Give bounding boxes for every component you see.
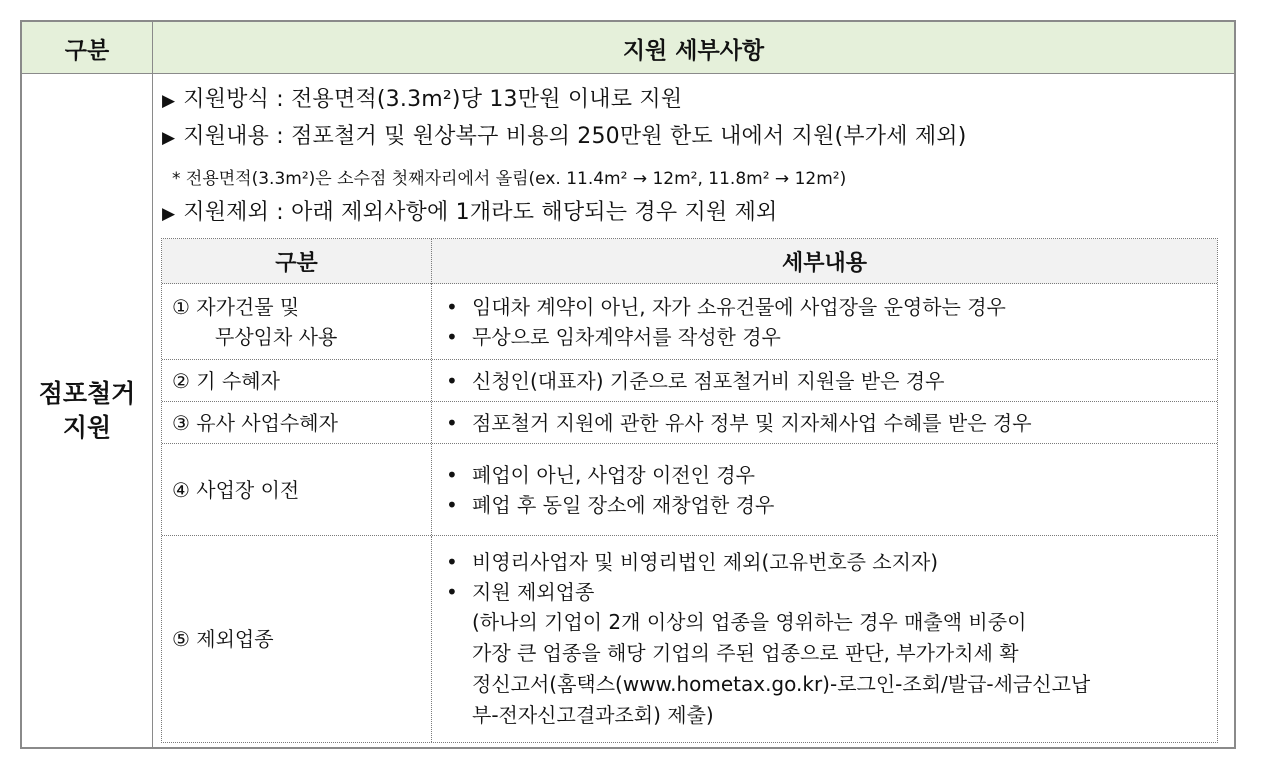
- triangle-bullet-icon: ▶: [162, 91, 176, 111]
- list-item: • 폐업 후 동일 장소에 재창업한 경우: [446, 490, 1217, 520]
- list-item: • 무상으로 임차계약서를 작성한 경우: [446, 322, 1217, 352]
- header-category: 구분: [22, 22, 153, 74]
- row-label: [162, 444, 432, 535]
- support-details-table: [20, 20, 1236, 749]
- support-content-text: 지원내용 : 점포철거 및 원상복구 비용의 250만원 한도 내에서 지원(부가세 제외): [183, 124, 967, 149]
- table-row: [162, 536, 1217, 742]
- list-item: • 지원 제외업종: [446, 577, 1217, 607]
- paragraph-line: (하나의 기업이 2개 이상의 업종을 영위하는 경우 매출액 비중이: [472, 610, 1027, 634]
- row-details: [432, 402, 1217, 443]
- exclusion-table-header: [162, 239, 1217, 284]
- triangle-bullet-icon: ▶: [162, 128, 176, 148]
- paragraph-line: 부-전자신고결과조회) 제출): [472, 703, 714, 727]
- row-label-line: 무상임차 사용: [215, 324, 338, 349]
- list-item: • 비영리사업자 및 비영리법인 제외(고유번호증 소지자): [446, 547, 1217, 577]
- row-label-line: ① 자가건물 및: [172, 294, 300, 319]
- paragraph-line: 가장 큰 업종을 해당 기업의 주된 업종으로 판단, 부가가치세 확: [472, 641, 1019, 665]
- exclusion-table: [161, 238, 1218, 743]
- row-label-line: ⑤ 제외업종: [172, 627, 274, 651]
- list-item: • 폐업이 아닌, 사업장 이전인 경우: [446, 460, 1217, 490]
- row-details: [432, 536, 1217, 742]
- list-item: • 점포철거 지원에 관한 유사 정부 및 지자체사업 수혜를 받은 경우: [446, 408, 1217, 438]
- category-cell: [22, 74, 153, 747]
- support-content-line: [162, 119, 967, 150]
- row-details: [432, 360, 1217, 401]
- support-method-text: 지원방식 : 전용면적(3.3m²)당 13만원 이내로 지원: [183, 87, 683, 112]
- support-exclusion-text: 지원제외 : 아래 제외사항에 1개라도 해당되는 경우 지원 제외: [183, 200, 778, 225]
- paragraph-line: 정신고서(홈택스(www.hometax.go.kr)-로그인-조회/발급-세금신고납: [472, 672, 1091, 696]
- list-item: • 신청인(대표자) 기준으로 점포철거비 지원을 받은 경우: [446, 366, 1217, 396]
- row-details: [432, 284, 1217, 359]
- support-exclusion-line: [162, 195, 778, 226]
- row-label-line: ④ 사업장 이전: [172, 477, 300, 502]
- triangle-bullet-icon: ▶: [162, 204, 176, 224]
- table-header: [22, 22, 1234, 74]
- header-details: 지원 세부사항: [622, 37, 765, 64]
- row-label: [162, 402, 432, 443]
- list-item: • 임대차 계약이 아닌, 자가 소유건물에 사업장을 운영하는 경우: [446, 292, 1217, 322]
- row-label: [162, 536, 432, 742]
- row-label-line: ② 기 수혜자: [172, 368, 280, 393]
- category-line-1: 점포철거: [38, 378, 136, 408]
- table-row: [162, 284, 1217, 360]
- exclusion-header-category: 구분: [162, 239, 432, 284]
- area-rounding-note: * 전용면적(3.3m²)은 소수점 첫째자리에서 올림(ex. 11.4m² → 12m², 11.8m² → 12m²): [172, 169, 847, 189]
- table-row: [162, 444, 1217, 536]
- row-label-line: ③ 유사 사업수혜자: [172, 410, 338, 435]
- row-label: [162, 360, 432, 401]
- support-method-line: [162, 82, 682, 113]
- row-details: [432, 444, 1217, 535]
- category-line-2: 지원: [62, 412, 112, 442]
- exclusion-header-details: 세부내용: [781, 251, 867, 276]
- row-label: [162, 284, 432, 359]
- table-row: [162, 360, 1217, 402]
- table-row: [162, 402, 1217, 444]
